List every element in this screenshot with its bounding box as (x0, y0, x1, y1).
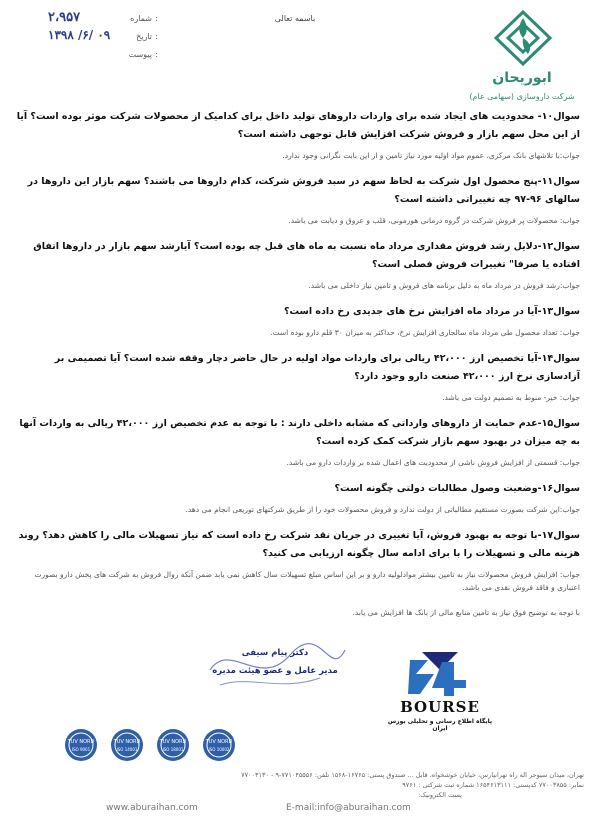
tuv-badge-icon (110, 728, 144, 762)
letter-footer (14, 770, 584, 813)
attachment-row: : پیوست (128, 50, 158, 59)
footer-email[interactable]: E-mail:info@aburaihan.com (286, 803, 411, 813)
question-14: سوال۱۴-آیا تخصیص ارز ۴۲،۰۰۰ ریالی برای واردات مواد اولیه در حال حاضر دچار وقفه شده است؟ آیا تصمیمی بر آزادسازی نرخ ارز ۴۲،۰۰۰ صنعت دارو وجود دارد؟ (54, 353, 580, 382)
answer-14: جواب: خیر- منوط به تصمیم دولت می باشد. (442, 393, 580, 402)
question-17: سوال۱۷-با توجه به بهبود فروش، آیا تغییری در جریان نقد شرکت رخ داده است که نیاز تسهیلات مالی را کاهش دهد؟ روند هزینه مالی و تسهیلات را با برای ادامه سال چگونه ارزیابی می کنید؟ (18, 530, 580, 559)
answer-16: جواب:این شرکت بصورت مستقیم مطالباتی از دولت ندارد و فروش محصولات خود را از طریق شرکتهای توزیعی انجام می دهد. (185, 505, 580, 514)
bourse-logo-icon (380, 648, 500, 700)
letter-body (14, 108, 580, 619)
email-label: پست الکترونیک: (418, 791, 462, 799)
footer-address: تهران، میدان سیوجر اله راه تهرانپارس، خیابان خوشخواه، قابل ... صندوق پستی: ۱۶۷۶۵-۱۵۶۸ تلفن: ۷۷۱۰۴۵۵۵۶-۹ - ۷۷۰۰۳۱۳۰ (241, 771, 584, 779)
footer-fax: نمابر: ۷۷۰۰۳۸۵۵ کدپستی: ۱۶۵۴۶۱۳۱۱۱ شماره ثبت شرکتی : ۹۷۶۱ (402, 781, 584, 789)
signatory-name: دکتر پیام سیفی (241, 648, 309, 658)
date-row: ۱۳۹۸ /۶/ ۰۹ : تاریخ (48, 28, 158, 42)
question-12: سوال۱۲-دلایل رشد فروش مقداری مرداد ماه نسبت به ماه های قبل چه بوده است؟ آیارشد سهم بازار در داروها اتفاق افتاده یا صرفا" تغییرات فروش فصلی است؟ (33, 241, 580, 270)
signatory-title: مدیر عامل و عضو هیئت مدیره (212, 666, 338, 676)
letter-meta (28, 10, 208, 64)
footer-contacts (14, 791, 584, 817)
badge-4-label: TUV NORD (205, 739, 233, 745)
badge-1-standard: ISO 9001 (71, 747, 91, 752)
aburaihan-logo-icon (488, 8, 558, 70)
answer-13: جواب: تعداد محصول طی مرداد ماه سالجاری افزایش نرخ، حداکثر به میزان ۳۰ قلم دارو بوده است. (270, 328, 580, 337)
bourse-brand: BOURSE (400, 698, 480, 716)
letter-number: ۲،۹۵۷ (48, 10, 81, 25)
closing-note: با توجه به توضیح فوق نیاز به تامین منابع مالی از بانک ها افزایش می یابد. (352, 608, 580, 617)
tuv-badge-icon (202, 728, 236, 762)
tuv-badge-icon (64, 728, 98, 762)
bourse-stamp (380, 648, 500, 732)
answer-11: جواب: محصولات پر فروش شرکت در گروه درمانی هورمونی، قلب و عروق و دیابت می باشد. (288, 216, 580, 225)
question-13: سوال۱۳-آیا در مرداد ماه افزایش نرخ های جدیدی رخ داده است؟ (283, 306, 580, 317)
answer-12: جواب:رشد فروش در مرداد ماه به دلیل برنامه های فروش و تامین نیاز داخلی می باشد. (308, 281, 580, 290)
badge-2-standard: ISO 14001 (116, 747, 138, 752)
company-name: ابوریحان (492, 70, 552, 86)
footer-website[interactable]: www.aburaihan.com (106, 803, 198, 813)
question-15: سوال۱۵-عدم حمایت از داروهای وارداتی که مشابه داخلی دارند : با توجه به عدم تخصیص ارز ۴۲،۰۰۰ ریالی به واردات آنها به چه میزان در بهبود سهم بازار شرکت کمک کرده است؟ (19, 418, 580, 447)
question-16: سوال۱۶-وضعیت وصول مطالبات دولتی چگونه است؟ (334, 483, 580, 494)
badge-1-label: TUV NORD (67, 739, 95, 745)
company-logo (466, 8, 578, 108)
bourse-subtitle: پایگاه اطلاع رسانی و تحلیلی بورس ایران (387, 718, 493, 732)
tuv-badge-icon (156, 728, 190, 762)
certification-badges (64, 728, 264, 768)
signature-block (200, 630, 350, 700)
badge-4-standard: ISO 10002 (208, 747, 230, 752)
attachment-label: پیوست (128, 50, 152, 59)
badge-3-standard: ISO 18001 (162, 747, 184, 752)
answer-17: جواب: افزایش فروش محصولات نیاز به تامین بیشتر موادلولیه دارو و بر این اساس مبلغ تسهیلات سال کاهش نمی یابد ضمن آنکه روال فروش به شرکت های پخش دارو بصورت اعتباری و فاقد فروش نقدی می باشد. (34, 570, 580, 592)
date-label: تاریخ (136, 32, 152, 41)
number-row: ۲،۹۵۷ : شماره (48, 10, 158, 25)
company-subtitle: شرکت داروسازی (سهامی عام) (469, 92, 575, 101)
answer-15: جواب: قسمتی از افزایش فروش ناشی از محدودیت های اعمال شده بر واردات دارو می باشد. (286, 458, 580, 467)
signature-scribble (200, 630, 350, 700)
letter-date: ۱۳۹۸ /۶/ ۰۹ (48, 28, 111, 42)
badge-3-label: TUV NORD (159, 739, 187, 745)
basmala: باسمه تعالی (274, 14, 316, 23)
number-label: شماره (130, 14, 152, 23)
question-11: سوال۱۱-پنج محصول اول شرکت به لحاظ سهم در سبد فروش شرکت، کدام داروها می باشند؟ سهم بازار این داروها در سالهای ۹۶-۹۷ چه تغییراتی داشته است؟ (27, 176, 580, 205)
answer-10: جواب:با تلاشهای بانک مرکزی، عموم مواد اولیه مورد نیاز تامین و از این بابت نگرانی وجود ندارد. (282, 151, 580, 160)
question-10: سوال۱۰- محدودیت های ایجاد شده برای واردات داروهای تولید داخل برای کدامیک از محصولات شرکت موثر بوده است؟ آیا از این محل سهم بازار و فروش شرکت افزایش قابل توجهی داشته است؟ (16, 111, 580, 140)
badge-2-label: TUV NORD (113, 739, 141, 745)
